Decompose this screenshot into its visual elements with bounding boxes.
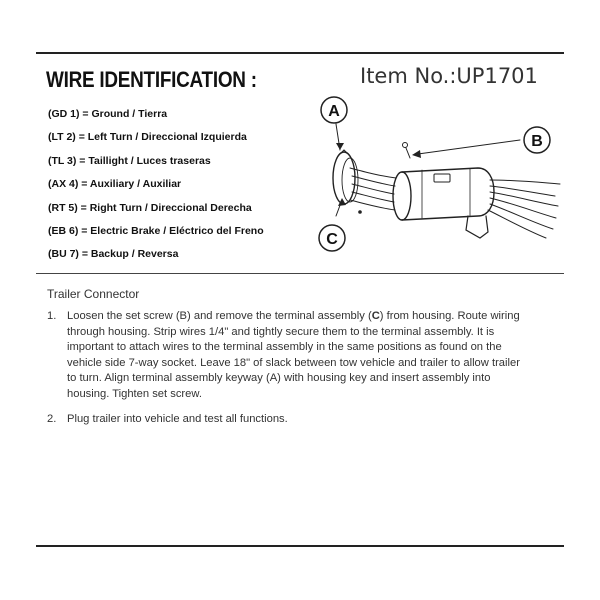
instruction-steps <box>47 309 525 427</box>
wire-item-left-turn: (LT 2) = Left Turn / Direccional Izquierda <box>48 131 247 144</box>
set-screw <box>403 143 411 159</box>
top-divider <box>36 52 564 54</box>
wire-item-ground: (GD 1) = Ground / Tierra <box>48 108 168 120</box>
callout-a <box>321 97 347 123</box>
callout-c-label: C <box>326 231 338 248</box>
trailer-wires <box>488 180 560 238</box>
section-caption: Trailer Connector <box>47 287 140 301</box>
step-emphasis: C <box>371 310 380 322</box>
section-divider <box>36 273 564 274</box>
wire-identification-list <box>48 103 264 267</box>
callout-c <box>319 225 345 251</box>
callout-b-label: B <box>531 133 543 150</box>
wire-item-right-turn: (RT 5) = Right Turn / Direccional Derecha <box>48 201 252 214</box>
instruction-step <box>47 412 525 428</box>
wire-item-electric-brake: (EB 6) = Electric Brake / Eléctrico del Freno <box>48 224 264 237</box>
wire-item-taillight: (TL 3) = Taillight / Luces traseras <box>48 154 211 167</box>
item-number: Item No.:UP1701 <box>360 64 538 88</box>
wire-item-backup: (BU 7) = Backup / Reversa <box>48 248 179 261</box>
wire-item-auxiliary: (AX 4) = Auxiliary / Auxiliar <box>48 178 182 191</box>
callout-a-label: A <box>328 103 340 120</box>
step-text-start: Loosen the set screw (B) and remove the terminal assembly ( <box>67 310 372 322</box>
step-number: 2. <box>47 412 57 425</box>
callout-b <box>524 127 550 153</box>
instruction-step <box>47 309 525 403</box>
bottom-divider <box>36 545 564 547</box>
step-text-end: ) from housing. Route wiring through housing. Strip wires 1/4" and tightly secure them to the terminal assembly. It is important to attach wires to the terminal assembly in the same positions as found on the vehicle side 7-way socket. Leave 18" of slack between tow vehicle and trailer to allow trailer to turn. Align terminal assembly keyway (A) with housing key and insert assembly into housing. Tighten set screw. <box>67 310 520 400</box>
wire-identification-heading: WIRE IDENTIFICATION : <box>46 67 257 92</box>
step-number: 1. <box>47 310 57 322</box>
step-text: Plug trailer into vehicle and test all functions. <box>67 412 288 425</box>
connector-diagram <box>310 88 566 264</box>
connector-housing <box>393 168 494 238</box>
